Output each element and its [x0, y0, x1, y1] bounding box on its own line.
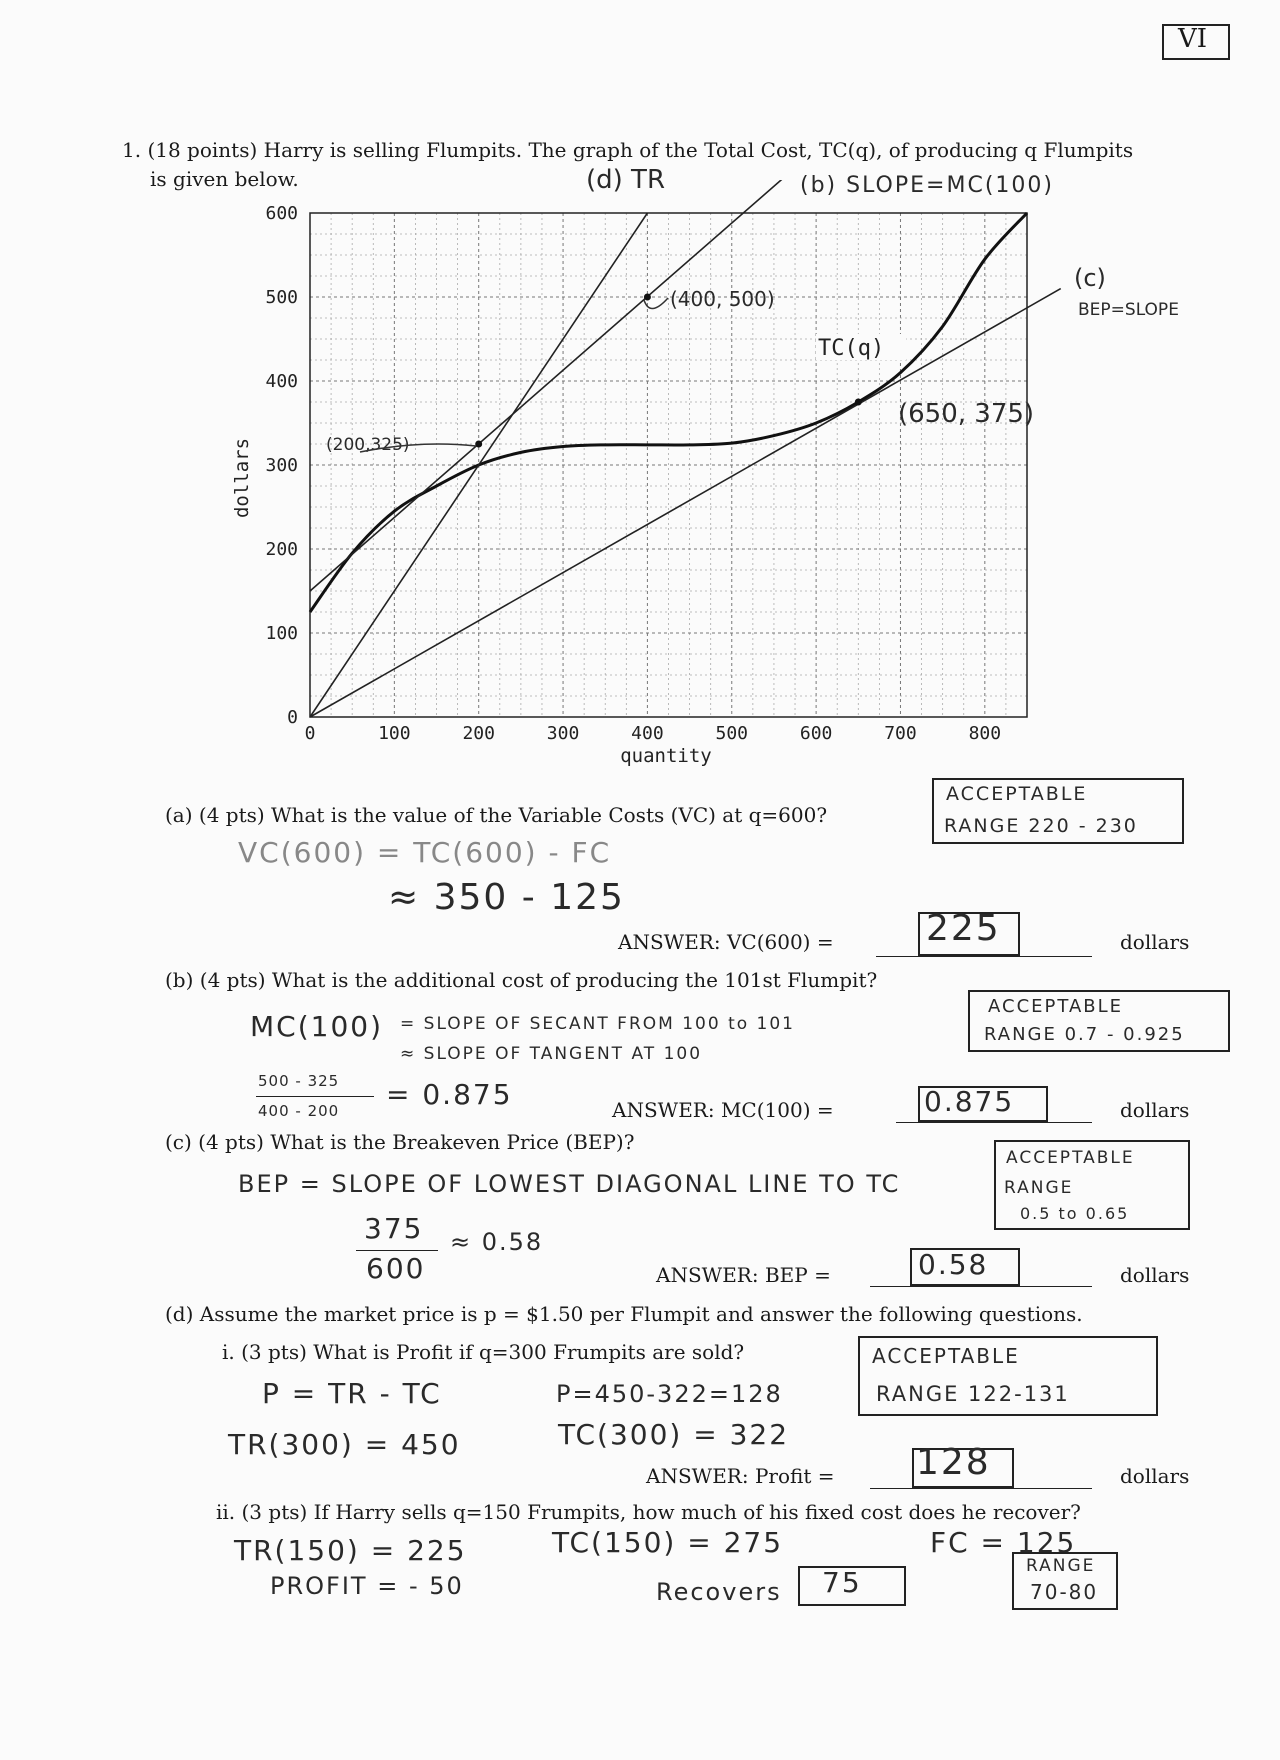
part-c-frac-bar — [356, 1250, 438, 1251]
x-tick-label-400: 400 — [631, 723, 664, 744]
part-d-i-work-4: TC(300) = 322 — [558, 1418, 790, 1451]
tc-label: TC(q) — [818, 336, 885, 361]
part-c-frac-num: 375 — [364, 1212, 424, 1245]
part-d-ii-work-4: PROFIT = - 50 — [270, 1572, 464, 1600]
x-tick-label-200: 200 — [462, 723, 495, 744]
part-b-frac-result: = 0.875 — [386, 1078, 513, 1111]
chart-grid — [310, 213, 1027, 717]
total-cost-chart — [0, 0, 1280, 790]
part-d-i-work-3: TR(300) = 450 — [228, 1428, 461, 1461]
part-a-answer-label: ANSWER: VC(600) = — [618, 930, 834, 954]
part-d-i-answer-label: ANSWER: Profit = — [646, 1464, 835, 1488]
problem-line-1: 1. (18 points) Harry is selling Flumpits. The graph of the Total Cost, TC(q), of producing q Flumpits — [122, 138, 1134, 162]
problem-line-2: is given below. — [150, 167, 299, 191]
part-d-question: (d) Assume the market price is p = $1.50 per Flumpit and answer the following questions. — [165, 1302, 1083, 1326]
series-group — [310, 175, 1061, 717]
slope-annotation: (b) SLOPE=MC(100) — [800, 173, 1054, 198]
part-a-range-1: ACCEPTABLE — [946, 783, 1088, 805]
part-b-work-1a: MC(100) — [250, 1010, 383, 1043]
x-tick-label-500: 500 — [715, 723, 749, 744]
part-a-question: (a) (4 pts) What is the value of the Variable Costs (VC) at q=600? — [165, 803, 828, 827]
part-c-answer-line — [870, 1286, 1092, 1287]
part-c-range-3: 0.5 to 0.65 — [1020, 1204, 1130, 1223]
y-tick-label-300: 300 — [265, 455, 298, 476]
part-d-i-question: i. (3 pts) What is Profit if q=300 Frumpits are sold? — [222, 1340, 745, 1364]
x-axis-label: quantity — [620, 745, 712, 767]
part-b-question: (b) (4 pts) What is the additional cost of producing the 101st Flumpit? — [165, 968, 878, 992]
part-a-work-2: ≈ 350 - 125 — [388, 877, 625, 918]
x-tick-label-700: 700 — [884, 723, 917, 744]
part-b-frac-num: 500 - 325 — [258, 1072, 340, 1090]
series-line-3 — [310, 289, 1061, 717]
part-c-range-1: ACCEPTABLE — [1006, 1148, 1135, 1168]
part-d-ii-work-5: Recovers — [656, 1578, 782, 1606]
bep-annotation-1: (c) — [1074, 264, 1106, 292]
chart-axes — [265, 203, 1027, 744]
part-d-ii-range-2: 70-80 — [1030, 1580, 1099, 1604]
tr-annotation: (d) TR — [586, 165, 666, 195]
point-400-500-label: (400, 500) — [670, 287, 775, 311]
part-c-frac-den: 600 — [366, 1252, 426, 1285]
part-d-ii-work-1: TR(150) = 225 — [234, 1534, 467, 1567]
point-650-375-label: (650, 375) — [898, 399, 1035, 429]
part-d-i-unit: dollars — [1120, 1464, 1190, 1488]
x-tick-label-0: 0 — [304, 723, 316, 744]
part-c-work-1: BEP = SLOPE OF LOWEST DIAGONAL LINE TO TC — [238, 1170, 901, 1198]
part-d-ii-answer: 75 — [822, 1566, 862, 1599]
part-b-answer-label: ANSWER: MC(100) = — [612, 1098, 834, 1122]
part-d-i-answer: 128 — [916, 1442, 991, 1483]
marked-point-400-500 — [644, 294, 651, 301]
part-d-ii-question: ii. (3 pts) If Harry sells q=150 Frumpits, how much of his fixed cost does he recover? — [216, 1500, 1081, 1524]
part-d-i-work-2: P=450-322=128 — [556, 1380, 783, 1408]
part-b-range-2: RANGE 0.7 - 0.925 — [984, 1024, 1185, 1045]
x-tick-label-600: 600 — [799, 723, 833, 744]
point-200-325-label: (200,325) — [326, 435, 410, 455]
part-c-range-2: RANGE — [1004, 1178, 1074, 1198]
part-b-answer-line — [896, 1122, 1092, 1123]
chart-lines — [310, 175, 1061, 717]
marked-point-200-325 — [475, 441, 482, 448]
bep-annotation-2: BEP=SLOPE — [1078, 300, 1179, 320]
y-tick-label-600: 600 — [265, 203, 298, 224]
part-b-answer: 0.875 — [924, 1085, 1015, 1118]
marked-point-650-375 — [855, 399, 862, 406]
part-d-ii-work-3: FC = 125 — [930, 1526, 1077, 1559]
part-b-frac-den: 400 - 200 — [258, 1102, 340, 1120]
y-tick-label-400: 400 — [265, 371, 298, 392]
x-tick-label-800: 800 — [968, 723, 1002, 744]
part-b-range-1: ACCEPTABLE — [988, 996, 1124, 1017]
part-d-i-range-2: RANGE 122-131 — [876, 1382, 1070, 1406]
y-tick-label-200: 200 — [265, 539, 298, 560]
part-d-ii-work-2: TC(150) = 275 — [552, 1526, 784, 1559]
part-a-work-1: VC(600) = TC(600) - FC — [238, 836, 612, 869]
part-d-ii-range-1: RANGE — [1026, 1556, 1096, 1576]
part-a-unit: dollars — [1120, 930, 1190, 954]
part-c-question: (c) (4 pts) What is the Breakeven Price (BEP)? — [165, 1130, 635, 1154]
y-tick-label-0: 0 — [287, 707, 298, 728]
y-tick-label-100: 100 — [265, 623, 298, 644]
part-c-answer-label: ANSWER: BEP = — [656, 1263, 831, 1287]
y-axis-label: dollars — [231, 437, 253, 519]
x-tick-label-100: 100 — [378, 723, 411, 744]
part-d-i-work-1: P = TR - TC — [262, 1377, 442, 1410]
part-b-work-2: ≈ SLOPE OF TANGENT AT 100 — [400, 1044, 703, 1064]
y-tick-label-500: 500 — [265, 287, 298, 308]
part-c-unit: dollars — [1120, 1263, 1190, 1287]
part-d-i-answer-line — [870, 1488, 1092, 1489]
part-d-i-range-1: ACCEPTABLE — [872, 1344, 1020, 1368]
series-line-2 — [310, 175, 787, 591]
part-a-range-2: RANGE 220 - 230 — [944, 815, 1138, 837]
part-c-answer: 0.58 — [918, 1248, 989, 1281]
part-a-answer-line — [876, 956, 1092, 957]
part-b-unit: dollars — [1120, 1098, 1190, 1122]
page-tag: VI — [1178, 24, 1208, 54]
part-b-frac-bar — [256, 1096, 374, 1097]
part-a-answer: 225 — [926, 908, 1001, 949]
part-b-work-1b: = SLOPE OF SECANT FROM 100 to 101 — [400, 1014, 795, 1034]
x-tick-label-300: 300 — [546, 723, 580, 744]
part-c-frac-result: ≈ 0.58 — [450, 1228, 544, 1256]
